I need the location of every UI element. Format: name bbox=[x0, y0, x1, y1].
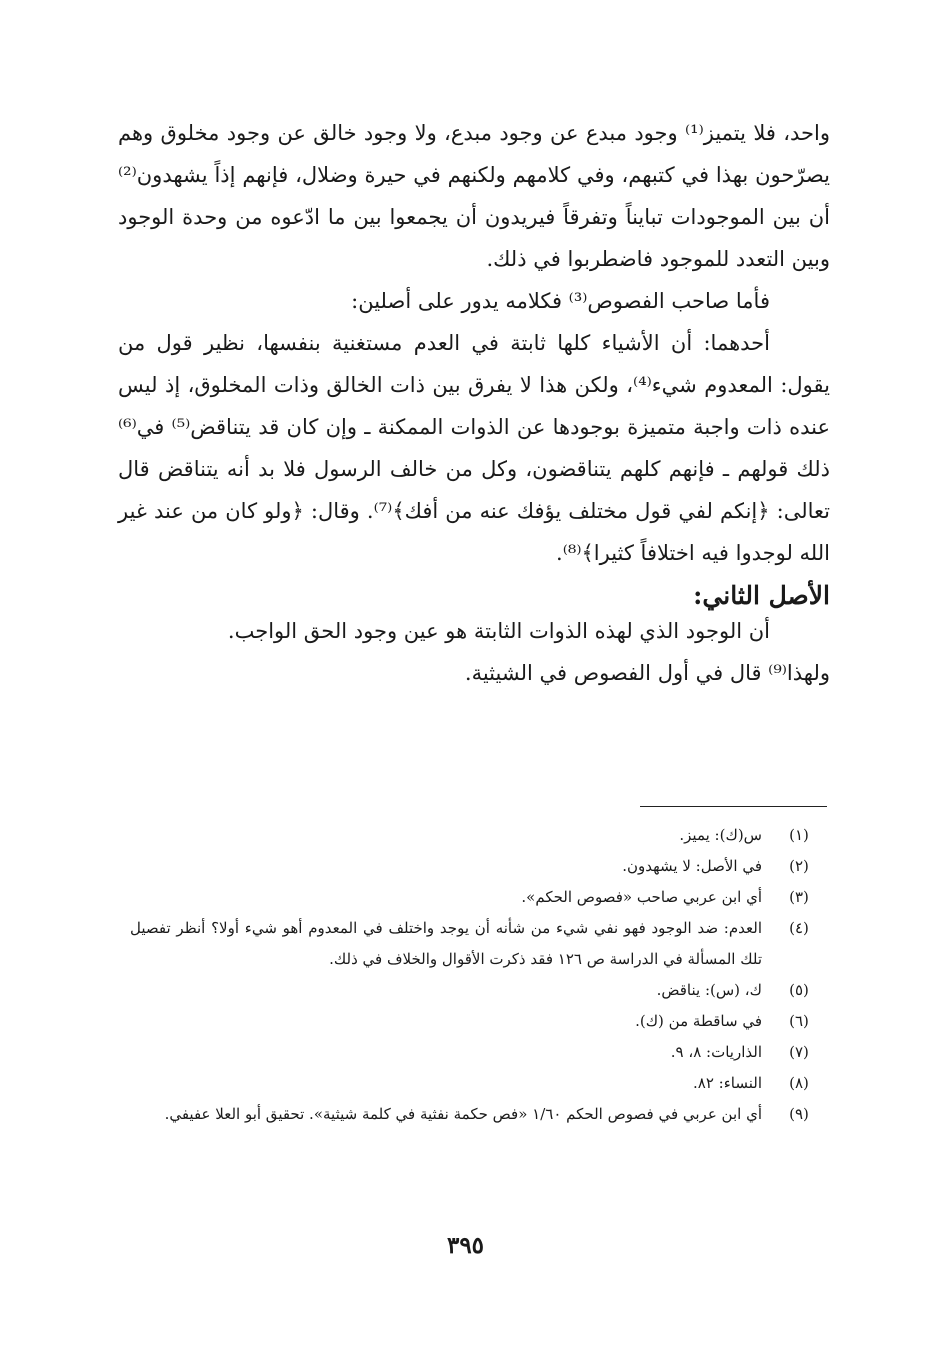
paragraph-2: فأما صاحب الفصوص⁽³⁾ فكلامه يدور على أصلين: bbox=[351, 289, 770, 313]
footnote bbox=[130, 820, 836, 851]
footnote bbox=[130, 913, 836, 975]
footnote-number: (١) bbox=[789, 826, 809, 844]
footnotes bbox=[130, 820, 836, 1130]
footnote-text: ك، (س): يناقض. bbox=[656, 981, 762, 999]
footnote-text: النساء: ٨٢. bbox=[693, 1074, 762, 1092]
footnote bbox=[130, 1068, 836, 1099]
section-heading: الأصل الثاني: bbox=[693, 581, 830, 610]
footnote-number: (٧) bbox=[789, 1043, 809, 1061]
footnote-text: الذاريات: ٨، ٩. bbox=[670, 1043, 762, 1061]
main-text bbox=[118, 112, 830, 694]
footnote-text: في الأصل: لا يشهدون. bbox=[622, 857, 762, 875]
footnote bbox=[130, 882, 836, 913]
footnote-number: (٤) bbox=[789, 919, 809, 937]
footnote-number: (٥) bbox=[789, 981, 809, 999]
footnote-text: أي ابن عربي في فصوص الحكم ١/٦٠ «فص حكمة نفثية في كلمة شيثية». تحقيق أبو العلا عفيفي. bbox=[164, 1105, 762, 1123]
footnote-number: (٦) bbox=[789, 1012, 809, 1030]
footnote-number: (٩) bbox=[789, 1105, 809, 1123]
paragraph-4: أن الوجود الذي لهذه الذوات الثابتة هو عين وجود الحق الواجب. bbox=[227, 619, 770, 643]
footnote-number: (٢) bbox=[789, 857, 809, 875]
page-number: ٣٩٥ bbox=[446, 1232, 485, 1259]
footnote bbox=[130, 1006, 836, 1037]
footnote bbox=[130, 1099, 836, 1130]
paragraph-3: أحدهما: أن الأشياء كلها ثابتة في العدم مستغنية بنفسها، نظير قول من يقول: المعدوم شيء⁽⁴⁾، ولكن هذا لا يفرق بين ذات الخالق وذات المخلوق، إذ ليس عنده ذات واجبة متميزة بوجودها عن الذوات الممكنة ـ وإن كان قد يتناقض⁽⁵⁾ في⁽⁶⁾ ذلك قولهم ـ فإنهم كلهم يتناقضون، وكل من خالف الرسول فلا بد أنه يتناقض قال تعالى: ﴿إنكم لفي قول مختلف يؤفك عنه من أفك﴾⁽⁷⁾. وقال: ﴿ولو كان من عند غير الله لوجدوا فيه اختلافاً كثيرا﴾⁽⁸⁾. bbox=[118, 331, 830, 565]
paragraph-5: ولهذا⁽⁹⁾ قال في أول الفصوص في الشيثية. bbox=[464, 661, 830, 685]
footnote bbox=[130, 851, 836, 882]
footnote-number: (٨) bbox=[789, 1074, 809, 1092]
footnote bbox=[130, 975, 836, 1006]
paragraph-1: واحد، فلا يتميز⁽¹⁾ وجود مبدع عن وجود مبدع، ولا وجود خالق عن وجود مخلوق وهم يصرّحون بهذا في كتبهم، وفي كلامهم ولكنهم في حيرة وضلال، فإنهم إذاً يشهدون⁽²⁾ أن بين الموجودات تبايناً وتفرقاً فيريدون أن يجمعوا بين ما ادّعوه من وحدة الوجود وبين التعدد للموجود فاضطربوا في ذلك. bbox=[118, 121, 830, 271]
footnote-text: في ساقطة من (ك). bbox=[635, 1012, 762, 1030]
footnote-number: (٣) bbox=[789, 888, 809, 906]
footnote-separator bbox=[640, 806, 827, 807]
footnote-text: أي ابن عربي صاحب «فصوص الحكم». bbox=[521, 888, 762, 906]
footnote-text: س(ك): يميز. bbox=[679, 826, 762, 844]
footnote bbox=[130, 1037, 836, 1068]
footnote-text: العدم: ضد الوجود فهو نفي شيء من شأنه أن يوجد واختلف في المعدوم أهو شيء أولا؟ أنظر تفصيل تلك المسألة في الدراسة ص ١٢٦ فقد ذكرت الأقوال والخلاف في ذلك. bbox=[130, 919, 762, 968]
